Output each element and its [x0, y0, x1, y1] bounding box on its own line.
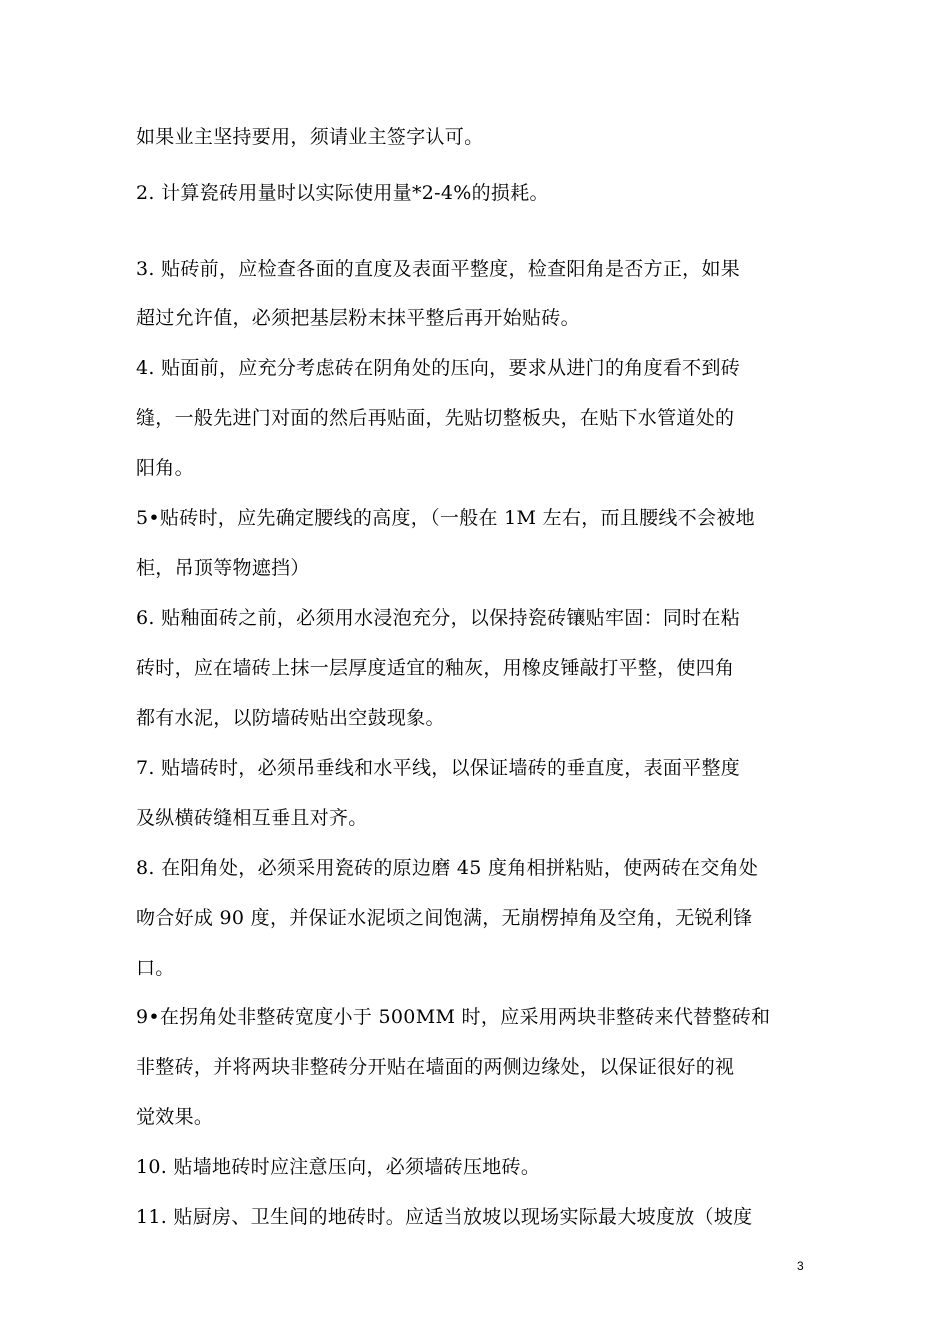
text-line: 口。	[136, 957, 175, 979]
text-line: 10. 贴墙地砖时应注意压向，必须墙砖压地砖。	[136, 1156, 541, 1178]
text-line: 7. 贴墙砖时，必须吊垂线和水平线，以保证墙砖的垂直度，表面平整度	[136, 757, 741, 779]
text-line: 缝，一般先进门对面的然后再贴面，先贴切整板央，在贴下水管道处的	[136, 407, 735, 429]
text-line: 2. 计算瓷砖用量时以实际使用量*2-4%的损耗。	[136, 182, 549, 204]
text-line: 9•在拐角处非整砖宽度小于 500MM 时，应采用两块非整砖来代替整砖和	[136, 1006, 771, 1028]
page-number: 3	[797, 1259, 804, 1273]
text-line: 及纵横砖缝相互垂且对齐。	[136, 807, 368, 829]
text-line: 砖时，应在墙砖上抹一层厚度适宜的釉灰，用橡皮锤敲打平整，使四角	[136, 657, 735, 679]
text-line: 3. 贴砖前，应检查各面的直度及表面平整度，检查阳角是否方正，如果	[136, 258, 741, 280]
text-line: 8. 在阳角处，必须采用瓷砖的原边磨 45 度角相拼粘贴，使两砖在交角处	[136, 857, 759, 879]
text-line: 4. 贴面前，应充分考虑砖在阴角处的压向，要求从进门的角度看不到砖	[136, 357, 741, 379]
text-line: 觉效果。	[136, 1106, 214, 1128]
text-line: 11. 贴厨房、卫生间的地砖时。应适当放坡以现场实际最大坡度放（坡度	[136, 1206, 753, 1228]
text-line: 超过允许值，必须把基层粉末抹平整后再开始贴砖。	[136, 307, 580, 329]
text-line: 柜，吊顶等物遮挡）	[136, 557, 310, 579]
text-line: 阳角。	[136, 457, 194, 479]
text-line: 如果业主坚持要用，须请业主签字认可。	[136, 126, 484, 148]
text-line: 5•贴砖时，应先确定腰线的高度，（一般在 1M 左右，而且腰线不会被地	[136, 507, 755, 529]
text-line: 吻合好成 90 度，并保证水泥顷之间饱满，无崩楞掉角及空角，无锐利锋	[136, 907, 753, 929]
text-line: 6. 贴釉面砖之前，必须用水浸泡充分，以保持瓷砖镶贴牢固：同时在粘	[136, 607, 741, 629]
text-line: 都有水泥，以防墙砖贴出空鼓现象。	[136, 707, 445, 729]
text-line: 非整砖，并将两块非整砖分开贴在墙面的两侧边缘处，以保证很好的视	[136, 1056, 735, 1078]
